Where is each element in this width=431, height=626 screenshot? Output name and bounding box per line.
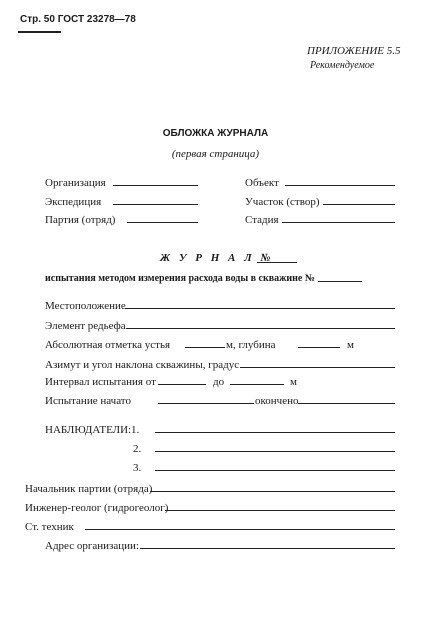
field-chief: Начальник партии (отряда) [25,483,153,495]
field-line [150,491,395,492]
field-organization: Организация [45,177,106,189]
field-address: Адрес организации: [45,540,139,552]
field-line [257,262,297,263]
field-line [158,384,206,385]
field-depth-unit: м [347,339,354,351]
field-line [125,308,395,309]
field-elevation-unit: м, глубина [226,339,276,351]
field-line [85,529,395,530]
field-interval-to: до [213,376,225,388]
journal-title: Ж У Р Н А Л № [160,252,274,264]
field-expedition: Экспедиция [45,196,102,208]
field-line [126,328,395,329]
field-geologist: Инженер-геолог (гидрогеолог) [25,502,169,514]
observers-label: НАБЛЮДАТЕЛИ: [45,424,132,436]
observer-number: 1. [131,424,140,436]
field-location: Местоположение [45,300,126,312]
field-line [298,403,395,404]
standard-number: ГОСТ 23278—78 [57,14,136,25]
field-line [155,432,395,433]
field-party: Партия (отряд) [45,214,116,226]
field-technician: Ст. техник [25,521,74,533]
field-finished: окончено [255,395,299,407]
field-line [165,510,395,511]
field-line [113,204,198,205]
field-stage: Стадия [245,214,279,226]
field-line [298,347,340,348]
field-azimuth: Азимут и угол наклона скважины, градус [45,359,240,371]
field-line [127,222,198,223]
page-header [20,14,136,25]
field-line [155,470,395,471]
observer-number: 3. [133,462,142,474]
field-line [240,367,395,368]
field-elevation: Абсолютная отметка устья [45,339,171,351]
journal-subtitle: испытания методом измерения расхода воды в скважине № [45,273,315,284]
field-line [285,185,395,186]
field-object: Объект [245,177,279,189]
cover-subtitle: (первая страница) [171,148,260,160]
field-relief: Элемент редьефа [45,320,126,332]
appendix-subtitle: Рекомендуемое [310,60,375,71]
field-line [158,403,254,404]
appendix-title: ПРИЛОЖЕНИЕ 5.5 [307,45,401,57]
field-started: Испытание начато [45,395,131,407]
observer-number: 2. [133,443,142,455]
header-rule [18,31,61,33]
cover-title: ОБЛОЖКА ЖУРНАЛА [162,128,269,139]
field-line [185,347,225,348]
field-line [323,204,395,205]
field-line [318,281,362,282]
field-line [155,451,395,452]
field-line [230,384,284,385]
field-line [282,222,395,223]
page-number: Стр. 50 [20,14,55,25]
field-interval-unit: м [290,376,297,388]
field-line [113,185,198,186]
field-interval: Интервал испытания от [45,376,156,388]
field-section: Участок (створ) [245,196,320,208]
field-line [140,548,395,549]
